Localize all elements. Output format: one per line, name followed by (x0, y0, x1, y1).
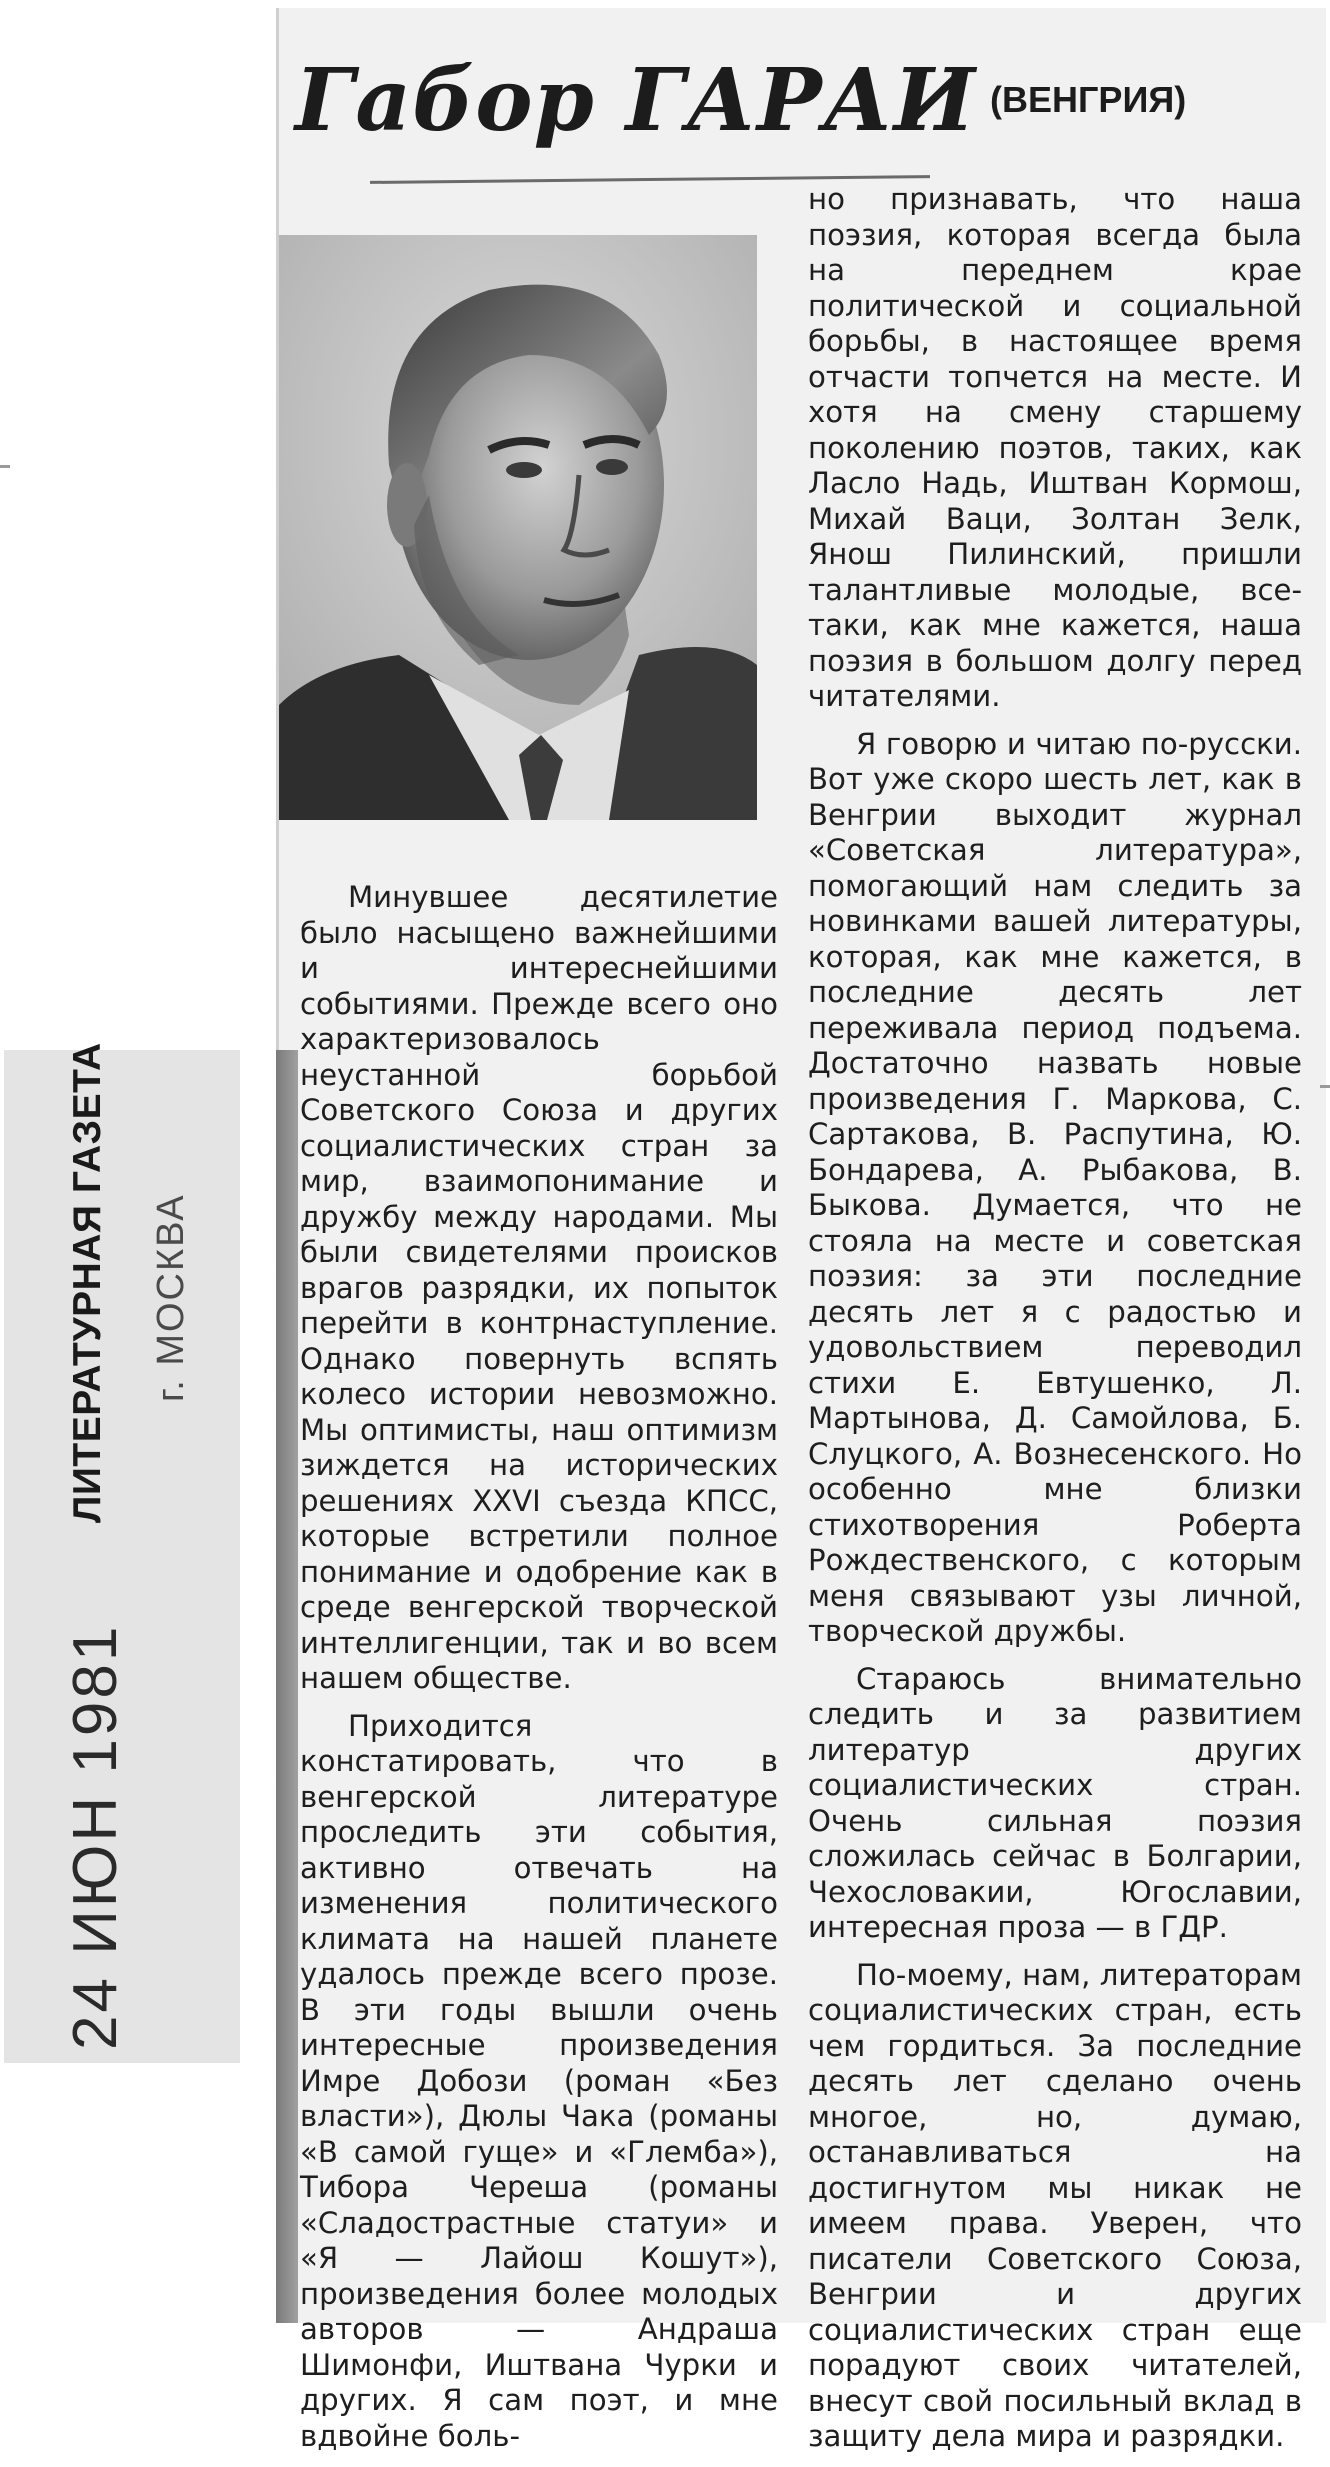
article-paragraph: Минувшее десятилетие было насыщено важнейшими и интереснейшими событиями. Прежде всего оно характеризовалось неустанной борьбой Советского Союза и других социалистических стран за мир, взаимопонимание и дружбу между народами. Мы были свидетелями происков врагов разрядки, их попыток перейти в контрнаступление. Однако повернуть вспять колесо истории невозможно. Мы оптимисты, наш оптимизм зиждется на исторических решениях XXVI съезда КПСС, которые встретили полное понимание и одобрение как в среде венгерской творческой интеллигенции, так и во всем нашем обществе. (300, 880, 778, 1695)
article-left-column (300, 880, 778, 2466)
author-name: Габор ГАРАИ (295, 50, 977, 151)
article-paragraph: но признавать, что наша поэзия, которая всегда была на переднем крае политической и социальной борьбы, в настоящее время отчасти топчется на месте. И хотя на смену старшему поколению поэтов, таких, как Ласло Надь, Иштван Кормош, Михай Ваци, Золтан Зелк, Янош Пилинский, пришли талантливые молодые, все-таки, как мне кажется, наша поэзия в большом долгу перед читателями. (808, 182, 1302, 713)
scan-mark (0, 465, 10, 468)
author-country: (ВЕНГРИЯ) (990, 79, 1187, 120)
article-right-column (808, 182, 1302, 2467)
headline (295, 50, 1305, 170)
article-paragraph: Приходится констатировать, что в венгерской литературе проследить эти события, активно отвечать на изменения политического климата на нашей планете удалось прежде всего прозе. В эти годы вышли очень интересные произведения Имре Добози (роман «Без власти»), Дюлы Чака (романы «В самой гуще» и «Глемба»), Тибора Череша (романы «Сладострастные статуи» и «Я — Лайош Кошут»), произведения более молодых авторов — Андраша Шимонфи, Иштвана Чурки и других. Я сам поэт, и мне вдвойне боль- (300, 1708, 778, 2453)
stamp-city: г. МОСКВА (150, 1193, 192, 1402)
article-paragraph: Я говорю и читаю по-русски. Вот уже скоро шесть лет, как в Венгрии выходит журнал «Советская литература», помогающий нам следить за новинками вашей литературы, которая, как мне кажется, в последние десять лет переживала период подъема. Достаточно назвать новые произведения Г. Маркова, С. Сартакова, В. Распутина, Ю. Бондарева, А. Рыбакова, В. Быкова. Думается, что не стояла на месте и советская поэзия: за эти последние десять лет я с радостью и удовольствием переводил стихи Е. Евтушенко, Л. Мартынова, Д. Самойлова, Б. Слуцкого, А. Вознесенского. Но особенно мне близки стихотворения Роберта Рождественского, с которым меня связывают узы личной, творческой дружбы. (808, 726, 1302, 1648)
author-portrait-photo (279, 235, 757, 820)
article-paragraph: По-моему, нам, литераторам социалистических стран, есть чем гордиться. За последние десять лет сделано очень многое, но, думаю, останавливаться на достигнутом мы никак не имеем права. Уверен, что писатели Советского Союза, Венгрии и других социалистических стран еще порадуют своих читателей, внесут свой посильный вклад в защиту дела мира и разрядки. (808, 1957, 1302, 2453)
portrait-image (279, 235, 757, 820)
clipping-shadow-edge (276, 1050, 298, 2323)
stamp-date: 24 ИЮН 1981 (61, 1623, 130, 2050)
stamp-newspaper-name: ЛИТЕРАТУРНАЯ ГАЗЕТА (66, 1042, 109, 1523)
article-paragraph: Стараюсь внимательно следить и за развитием литератур других социалистических стран. Очень сильная поэзия сложилась сейчас в Болгарии, Чехословакии, Югославии, интересная проза — в ГДР. (808, 1661, 1302, 1944)
scan-mark (1320, 1085, 1330, 1088)
